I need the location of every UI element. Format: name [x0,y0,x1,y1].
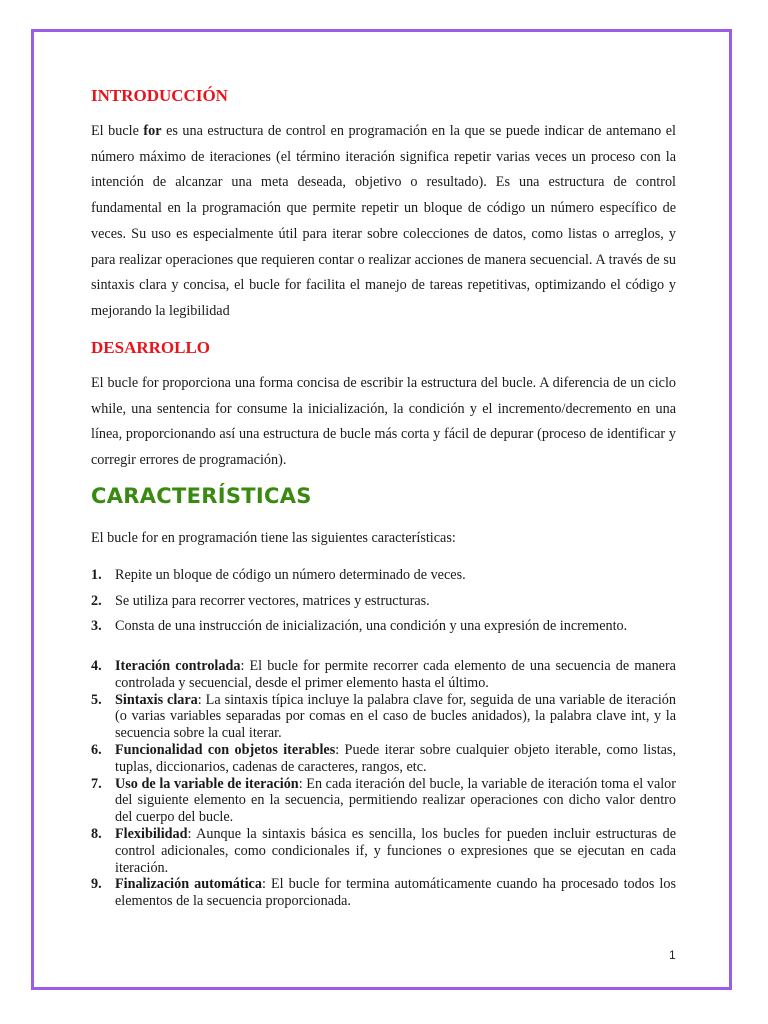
item-number: 3. [91,618,102,634]
item-number: 4. [91,658,102,674]
item-term: Uso de la variable de iteración [115,775,299,792]
item-number: 2. [91,592,102,609]
item-number: 1. [91,567,102,583]
list-item [91,876,676,910]
list-item [91,742,676,776]
caracteristicas-heading: CARACTERÍSTICAS [91,484,312,508]
list-item [91,776,676,826]
list-item [91,692,676,742]
page-number: 1 [669,948,676,962]
item-number: 8. [91,825,102,842]
list-item [91,565,676,591]
intro-paragraph [91,119,676,325]
item-text: : En cada iteración del bucle, la variable de iteración toma el valor del siguiente elemento en la secuencia, permitiendo realizar operaciones con dicho valor dentro del cuerpo del bucle. [115,775,677,826]
intro-text-start: El bucle [91,123,144,139]
item-text: Repite un bloque de código un número determinado de veces. [115,567,466,583]
item-term: Flexibilidad [115,825,188,842]
list-item [91,826,676,876]
item-term: Funcionalidad con objetos iterables [115,741,336,758]
item-text: : El bucle for termina automáticamente cuando ha procesado todos los elementos de la secuencia proporcionada. [115,876,676,910]
list-item [91,616,676,642]
intro-bold-keyword: for [143,123,162,139]
intro-text-rest: es una estructura de control en programación en la que se puede indicar de antemano el número máximo de iteraciones (el término iteración significa repetir varias veces un proceso con la intención de alcanzar una meta deseada, objetivo o resultado). Es una estructura de control fundamental en la programación que permite repetir un bloque de código un número específico de veces. Su uso es especialmente útil para iterar sobre colecciones de datos, como listas o arreglos, y para realizar operaciones que requieren contar o realizar acciones de manera secuencial. A través de su sintaxis clara y concisa, el bucle for facilita el manejo de tareas repetitivas, optimizando el código y mejorando la legibilidad [91,123,676,319]
item-text: : Puede iterar sobre cualquier objeto iterable, como listas, tuplas, diccionarios, cadenas de caracteres, rangos, etc. [115,741,676,775]
desarrollo-paragraph: El bucle for proporciona una forma concisa de escribir la estructura del bucle. A diferencia de un ciclo while, una sentencia for consume la inicialización, la condición y el incremento/decremento en una línea, proporcionando así una estructura de bucle más corta y fácil de depurar (proceso de identificar y corregir errores de programación). [91,375,676,469]
item-number: 5. [91,691,102,708]
item-text: Se utiliza para recorrer vectores, matrices y estructuras. [115,592,430,609]
item-text: Consta de una instrucción de inicialización, una condición y una expresión de incremento. [115,618,628,634]
item-text: : Aunque la sintaxis básica es sencilla, los bucles for pueden incluir estructuras de control adicionales, como condicionales if, y funciones o expresiones que se ejecutan en cada iteración. [115,825,676,876]
item-text: : La sintaxis típica incluye la palabra clave for, seguida de una variable de iteración (o varias variables separadas por comas en el caso de bucles anidados), la palabra clave int, y la secuencia sobre la cual iterar. [115,691,676,742]
desarrollo-heading: DESARROLLO [91,338,211,357]
item-number: 9. [91,876,102,893]
intro-heading: INTRODUCCIÓN [91,86,228,105]
item-term: Finalización automática [115,876,262,893]
list-item [91,658,676,692]
item-number: 6. [91,741,102,758]
item-number: 7. [91,775,102,792]
basic-characteristics-list [91,565,676,642]
item-term: Sintaxis clara [115,691,198,708]
item-text: : El bucle for permite recorrer cada elemento de una secuencia de manera controlada y secuencial, desde el primer elemento hasta el último. [115,658,676,691]
caracteristicas-intro: El bucle for en programación tiene las siguientes características: [91,530,456,546]
detailed-characteristics-list [91,658,676,910]
list-item [91,591,676,617]
item-term: Iteración controlada [115,658,241,674]
